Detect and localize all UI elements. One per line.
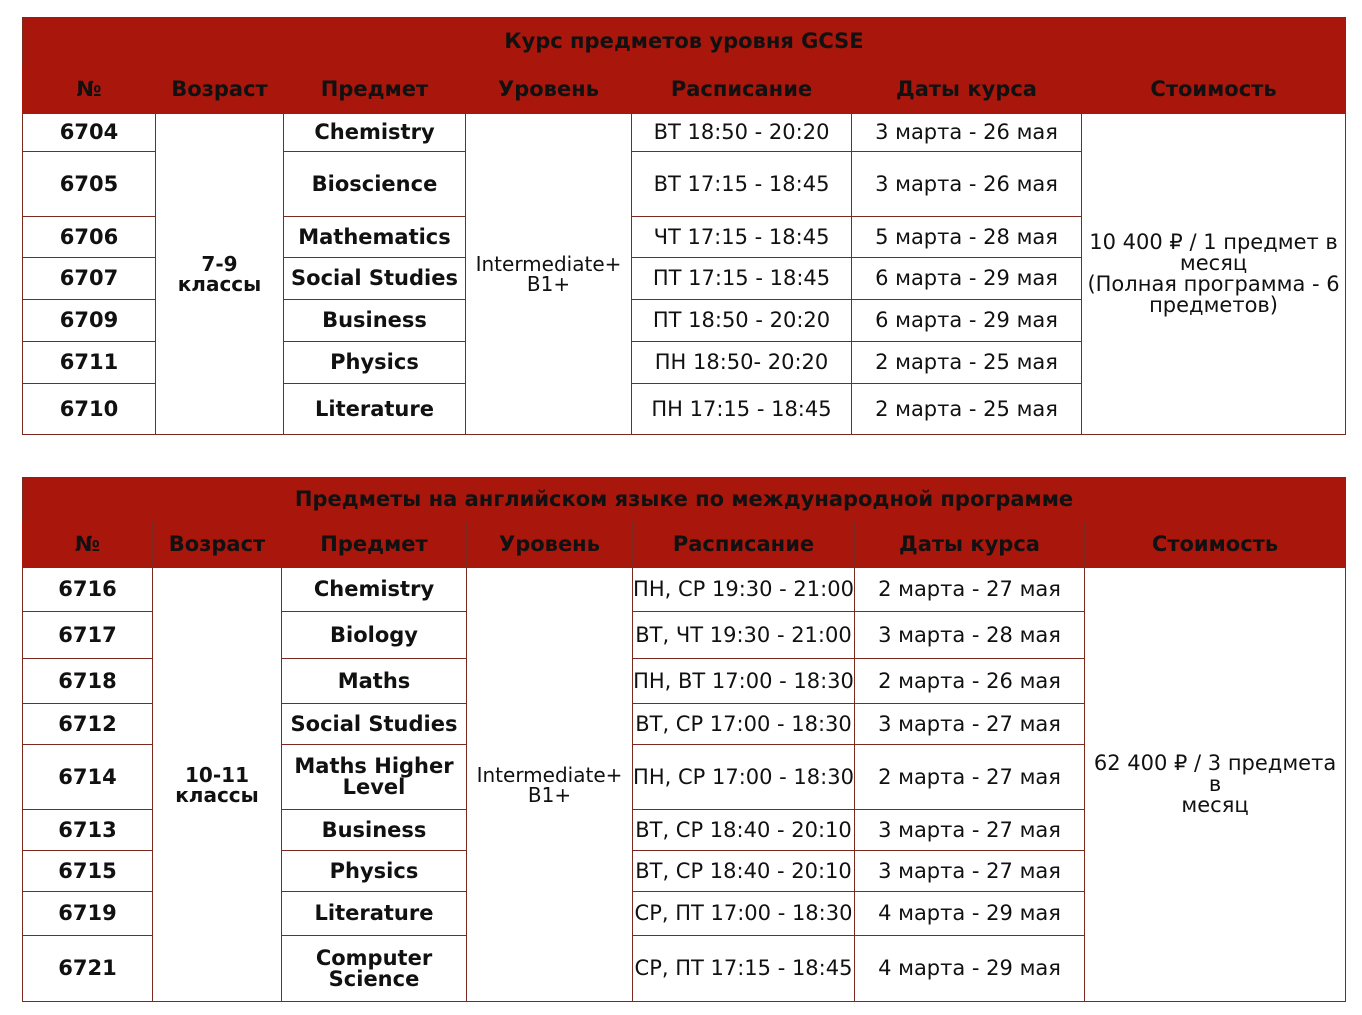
table-row: [23, 114, 1346, 152]
header-level: Уровень: [466, 66, 632, 114]
course-number: 6715: [23, 851, 153, 892]
level-name: Intermediate+: [475, 252, 622, 276]
course-number: 6713: [23, 810, 153, 851]
subject: Mathematics: [284, 217, 466, 258]
course-dates: 3 марта - 28 мая: [855, 612, 1085, 659]
course-number: 6718: [23, 659, 153, 704]
course-number: 6717: [23, 612, 153, 659]
course-number: 6706: [23, 217, 156, 258]
subject: [282, 892, 467, 936]
header-schedule: Расписание: [632, 66, 852, 114]
schedule: ПН, СР 17:00 - 18:30: [633, 745, 855, 810]
subject: [282, 659, 467, 704]
price-line: 10 400 ₽ / 1 предмет в: [1089, 230, 1338, 254]
schedule: ВТ, СР 17:00 - 18:30: [633, 704, 855, 745]
price-line: месяц: [1181, 793, 1249, 817]
age-cell: [153, 568, 282, 1002]
course-number: 6714: [23, 745, 153, 810]
price-cell: [1082, 114, 1346, 435]
course-number: 6712: [23, 704, 153, 745]
level-name: Intermediate+: [476, 762, 623, 787]
gcse-course-table: [22, 17, 1346, 435]
age-unit: классы: [175, 782, 259, 807]
schedule: ВТ 17:15 - 18:45: [632, 152, 852, 217]
header-age: Возраст: [156, 66, 284, 114]
subject-line: Chemistry: [313, 577, 435, 601]
course-dates: 5 марта - 28 мая: [852, 217, 1082, 258]
header-price: Стоимость: [1082, 66, 1346, 114]
subject: Chemistry: [284, 114, 466, 152]
table-title: Предметы на английском языке по международной программе: [23, 478, 1346, 522]
subject-line: Social Studies: [290, 711, 458, 736]
schedule: ПТ 18:50 - 20:20: [632, 300, 852, 342]
header-number: №: [23, 522, 153, 568]
subject: [282, 568, 467, 612]
subject-line: Literature: [314, 901, 434, 925]
header-dates: Даты курса: [852, 66, 1082, 114]
course-number: 6716: [23, 568, 153, 612]
course-number: 6721: [23, 936, 153, 1002]
course-number: 6705: [23, 152, 156, 217]
subject: Business: [284, 300, 466, 342]
subject-line: Maths Higher: [294, 754, 454, 778]
course-dates: 2 марта - 25 мая: [852, 342, 1082, 384]
subject-line: Maths: [337, 668, 411, 693]
header-age: Возраст: [153, 522, 282, 568]
course-dates: 4 марта - 29 мая: [855, 936, 1085, 1002]
subject-line: Biology: [330, 622, 418, 647]
course-dates: 3 марта - 26 мая: [852, 114, 1082, 152]
age-range: 7-9: [201, 252, 238, 276]
schedule: ПТ 17:15 - 18:45: [632, 258, 852, 300]
price-cell: [1085, 568, 1346, 1002]
schedule: ВТ, СР 18:40 - 20:10: [633, 851, 855, 892]
level-cell: [467, 568, 633, 1002]
level-cell: [466, 114, 632, 435]
course-number: 6711: [23, 342, 156, 384]
header-dates: Даты курса: [855, 522, 1085, 568]
subject: [282, 810, 467, 851]
subject: [282, 936, 467, 1002]
course-number: 6709: [23, 300, 156, 342]
schedule: ВТ, СР 18:40 - 20:10: [633, 810, 855, 851]
schedule: ВТ 18:50 - 20:20: [632, 114, 852, 152]
course-dates: 3 марта - 27 мая: [855, 810, 1085, 851]
header-level: Уровень: [467, 522, 633, 568]
course-dates: 2 марта - 26 мая: [855, 659, 1085, 704]
course-dates: 2 марта - 27 мая: [855, 568, 1085, 612]
course-dates: 4 марта - 29 мая: [855, 892, 1085, 936]
schedule: СР, ПТ 17:00 - 18:30: [633, 892, 855, 936]
header-subject: Предмет: [282, 522, 467, 568]
subject: Physics: [284, 342, 466, 384]
price-line: 62 400 ₽ / 3 предмета в: [1093, 751, 1337, 796]
course-number: 6707: [23, 258, 156, 300]
subject: [282, 745, 467, 810]
schedule: ПН, ВТ 17:00 - 18:30: [633, 659, 855, 704]
header-schedule: Расписание: [633, 522, 855, 568]
schedule: ЧТ 17:15 - 18:45: [632, 217, 852, 258]
course-dates: 6 марта - 29 мая: [852, 300, 1082, 342]
subject: Social Studies: [284, 258, 466, 300]
level-code: B1+: [527, 782, 572, 807]
age-cell: [156, 114, 284, 435]
schedule: ВТ, ЧТ 19:30 - 21:00: [633, 612, 855, 659]
schedule: ПН 17:15 - 18:45: [632, 384, 852, 435]
subject: Bioscience: [284, 152, 466, 217]
course-dates: 3 марта - 27 мая: [855, 704, 1085, 745]
course-dates: 3 марта - 26 мая: [852, 152, 1082, 217]
course-dates: 3 марта - 27 мая: [855, 851, 1085, 892]
course-dates: 6 марта - 29 мая: [852, 258, 1082, 300]
price-note: предметов): [1149, 293, 1278, 317]
subject-line: Science: [328, 966, 420, 991]
subject: [282, 704, 467, 745]
age-range: 10-11: [185, 762, 249, 787]
table-row: [23, 568, 1346, 612]
subject: Literature: [284, 384, 466, 435]
subject-line: Computer: [315, 945, 433, 970]
course-dates: 2 марта - 27 мая: [855, 745, 1085, 810]
international-program-table: [22, 477, 1346, 1002]
schedule: ПН, СР 19:30 - 21:00: [633, 568, 855, 612]
subject: [282, 612, 467, 659]
schedule: ПН 18:50- 20:20: [632, 342, 852, 384]
course-number: 6704: [23, 114, 156, 152]
subject-line: Physics: [329, 858, 419, 883]
subject: [282, 851, 467, 892]
subject-line: Business: [321, 817, 427, 842]
header-number: №: [23, 66, 156, 114]
schedule: СР, ПТ 17:15 - 18:45: [633, 936, 855, 1002]
price-note: (Полная программа - 6: [1087, 272, 1340, 296]
header-subject: Предмет: [284, 66, 466, 114]
level-code: B1+: [526, 272, 571, 296]
header-price: Стоимость: [1085, 522, 1346, 568]
price-line: месяц: [1179, 251, 1248, 275]
course-number: 6710: [23, 384, 156, 435]
course-number: 6719: [23, 892, 153, 936]
subject-line: Level: [342, 775, 406, 799]
age-unit: классы: [177, 272, 262, 296]
course-dates: 2 марта - 25 мая: [852, 384, 1082, 435]
table-title: Курс предметов уровня GCSE: [23, 18, 1346, 66]
